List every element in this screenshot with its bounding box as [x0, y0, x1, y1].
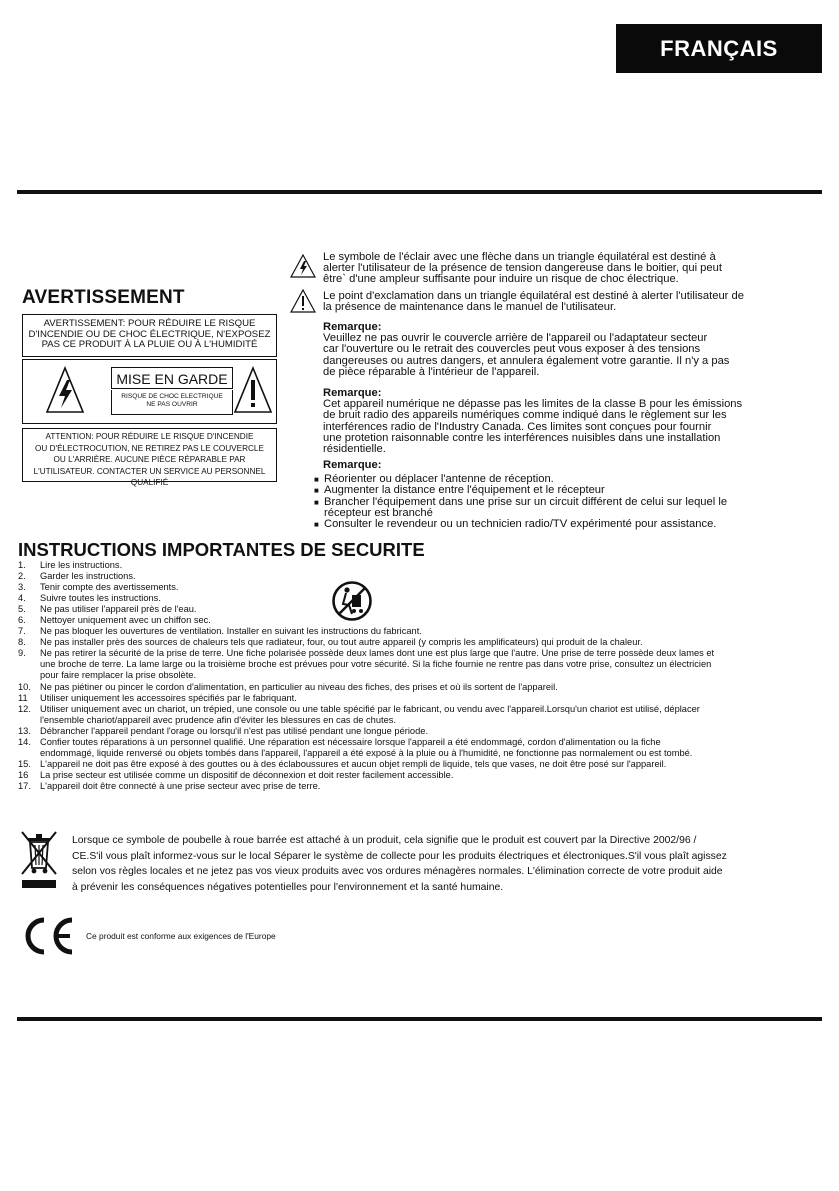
ce-text: Ce produit est conforme aux exigences de l'Europe — [86, 931, 276, 941]
remark-2 — [323, 388, 823, 455]
weee-notice — [72, 833, 824, 895]
warning-box-line: AVERTISSEMENT: POUR RÉDUIRE LE RISQUE — [43, 318, 256, 329]
weee-line: CE.S'il vous plaît informez-vous sur le local Séparer le système de collecte pour les produits électriques et électroniques.S'il vous plaît agissez — [72, 850, 727, 862]
instruction-item — [18, 748, 826, 759]
instruction-item — [18, 770, 826, 781]
remark-line: de pièce réparable à l'intérieur de l'appareil. — [323, 365, 540, 378]
instruction-text: Utiliser uniquement avec un chariot, un trépied, une console ou une table spécifié par le fabricant, ou vendu avec l'appareil.Lorsqu'un chariot est utilisé, déplacer — [40, 703, 700, 714]
caution-sub-line: NE PAS OUVRIR — [146, 401, 198, 408]
instruction-item — [18, 571, 826, 582]
instruction-number: 9. — [18, 648, 26, 659]
exclamation-explanation — [323, 291, 823, 313]
instruction-number: 4. — [18, 593, 26, 604]
explanation-line: être` d'une ampleur suffisante pour induire un risque de choc électrique. — [323, 273, 679, 286]
warning-title: AVERTISSEMENT — [22, 287, 185, 308]
instruction-number — [18, 715, 40, 726]
instruction-number — [18, 748, 40, 759]
instruction-number: 11 — [18, 692, 28, 703]
instruction-number — [18, 670, 40, 681]
instruction-item — [18, 726, 826, 737]
instruction-number: 8. — [18, 637, 26, 648]
instruction-item — [18, 759, 826, 770]
bullet-item: ■ Brancher l'équipement dans une prise sur un circuit différent de celui sur lequel le — [314, 497, 824, 508]
remark-line: Cet appareil numérique ne dépasse pas les limites de la classe B pour les émissions — [323, 398, 743, 411]
instruction-text: Confier toutes réparations à un personnel qualifié. Une réparation est nécessaire lorsque l'appareil a été endommagé, cordon d'alimentation ou la fiche — [40, 736, 661, 747]
instruction-text: La prise secteur est utilisée comme un dispositif de déconnexion et doit rester facilement accessible. — [40, 769, 454, 780]
instruction-item — [18, 737, 826, 748]
instruction-text: Ne pas bloquer les ouvertures de ventilation. Installer en suivant les instructions du fabricant. — [40, 626, 422, 637]
remark-line: Veuillez ne pas ouvrir le couvercle arrière de l'appareil ou l'adaptateur secteur — [323, 332, 708, 345]
attention-line: L'UTILISATEUR. CONTACTER UN SERVICE AU PERSONNEL QUALIFIÉ — [33, 466, 266, 487]
attention-line: ATTENTION: POUR RÉDUIRE LE RISQUE D'INCENDIE — [45, 432, 254, 441]
instruction-item — [18, 593, 826, 604]
caution-sub — [111, 390, 233, 415]
remark-line: de bruit radio des appareils numériques comme indiqué dans le règlement sur les — [323, 409, 727, 422]
instruction-item — [18, 715, 826, 726]
instruction-item — [18, 704, 826, 715]
top-divider — [17, 190, 822, 194]
explanation-line: Le point d'exclamation dans un triangle équilatéral est destiné à alerter l'utilisateur de — [323, 290, 744, 302]
instruction-item — [18, 781, 826, 792]
instructions-list — [18, 560, 826, 792]
instruction-item — [18, 582, 826, 593]
instruction-text: Tenir compte des avertissements. — [40, 582, 179, 593]
instruction-number: 6. — [18, 615, 26, 626]
instruction-number: 7. — [18, 626, 26, 637]
warning-box — [22, 314, 277, 357]
bullet-item: ■ Réorienter ou déplacer l'antenne de réception. — [314, 474, 824, 485]
instruction-text: L'appareil ne doit pas être exposé à des gouttes ou à des éclaboussures et aucun objet rempli de liquide, tels que vases, ne doit être posé sur l'appareil. — [40, 758, 667, 769]
instruction-number: 15. — [18, 758, 31, 769]
instruction-text: l'ensemble chariot/appareil avec prudence afin d'éviter les blessures en cas de chutes. — [40, 714, 397, 725]
lightning-triangle-icon — [45, 366, 85, 414]
instruction-number: 13. — [18, 725, 31, 736]
instruction-number — [18, 659, 40, 670]
exclamation-triangle-icon — [233, 366, 273, 414]
caution-label: MISE EN GARDE — [111, 367, 233, 389]
remark-1 — [323, 322, 823, 378]
exclamation-symbol-icon — [290, 289, 316, 313]
instruction-text: Lire les instructions. — [40, 560, 123, 570]
instruction-item — [18, 560, 826, 571]
caution-box — [22, 359, 277, 424]
instruction-item — [18, 604, 826, 615]
instruction-number: 10. — [18, 681, 31, 692]
ce-mark-icon — [18, 916, 76, 956]
instruction-number: 16 — [18, 769, 29, 780]
bullet-item: ■ Augmenter la distance entre l'équipement et le récepteur — [314, 485, 824, 496]
remark-heading: Remarque: — [323, 459, 382, 471]
bullet-item-continuation: récepteur est branché — [324, 506, 433, 519]
bullet-item: ■ Consulter le revendeur ou un technicien radio/TV expérimenté pour assistance. — [314, 519, 824, 530]
instruction-number: 2. — [18, 571, 26, 582]
remark-line: car l'ouverture ou le retrait des couvercles peut vous exposer à des tensions — [323, 343, 701, 356]
warning-box-line: PAS CE PRODUIT À LA PLUIE OU À L'HUMIDITÉ — [41, 339, 258, 350]
instruction-item — [18, 648, 826, 659]
lightning-symbol-icon — [290, 254, 316, 278]
remark-3 — [323, 460, 823, 471]
instruction-text: L'appareil doit être connecté à une prise secteur avec prise de terre. — [40, 780, 321, 791]
instruction-item — [18, 626, 826, 637]
bottom-divider — [17, 1017, 822, 1021]
instruction-text: Ne pas piétiner ou pincer le cordon d'alimentation, en particulier au niveau des fiches, des prises et où ils sortent de l'appareil. — [40, 681, 558, 692]
instruction-text: Ne pas retirer la sécurité de la prise de terre. Une fiche polarisée possède deux lames dont une est plus large que l'autre. Une prise de terre possède deux lames et — [40, 648, 715, 659]
remark-bullets — [314, 474, 824, 530]
instruction-item — [18, 682, 826, 693]
remark-line: une protetion raisonnable contre les interférences nuisibles dans une installation — [323, 431, 721, 444]
warning-box-line: D'INCENDIE OU DE CHOC ÉLECTRIQUE, N'EXPOSEZ — [28, 328, 271, 340]
instruction-text: Garder les instructions. — [40, 571, 136, 582]
explanation-line: alerter l'utilisateur de la présence de tension dangereuse dans le boitier, qui peut — [323, 262, 722, 275]
instruction-item — [18, 670, 826, 681]
language-tab-label: FRANÇAIS — [660, 35, 778, 61]
instruction-item — [18, 659, 826, 670]
explanation-line: la présence de maintenance dans le manuel de l'utilisateur. — [323, 301, 617, 314]
language-tab — [616, 24, 822, 73]
instruction-item — [18, 637, 826, 648]
instruction-number: 14. — [18, 736, 31, 747]
caution-sub-line: RISQUE DE CHOC ELECTRIQUE — [121, 393, 223, 400]
instruction-text: Suivre toutes les instructions. — [40, 593, 161, 604]
cart-warning-icon — [332, 578, 372, 624]
attention-box — [22, 428, 277, 487]
attention-line: OU D'ÉLECTROCUTION, NE RETIREZ PAS LE COUVERCLE — [35, 443, 264, 453]
instruction-text: Ne pas utiliser l'appareil près de l'eau. — [40, 604, 197, 615]
remark-heading: Remarque: — [323, 387, 382, 399]
instruction-text: Débrancher l'appareil pendant l'orage ou lorsqu'il n'est pas utilisé pendant une longue période. — [40, 725, 429, 736]
instruction-text: pour faire remplacer la prise obsolète. — [40, 670, 197, 681]
instruction-text: une broche de terre. La lame large ou la troisième broche est prévues pour votre sécurité. Si la fiche fournie ne rentre pas dans votre prise, consultez un électricien — [40, 659, 712, 670]
crossed-bin-icon — [18, 828, 60, 890]
instruction-text: endommagé, liquide renversé ou objets tombés dans l'appareil, l'appareil a été exposé à la pluie ou à l'humidité, ne fonctionne pas normalement ou est tombé. — [40, 747, 693, 758]
weee-line: à prévenir les conséquences négatives potentielles pour l'environnement et la santé humaine. — [72, 881, 504, 893]
instruction-number: 1. — [18, 560, 26, 570]
instruction-number: 12. — [18, 703, 31, 714]
attention-line: OU L'ARRIÈRE. AUCUNE PIÈCE RÉPARABLE PAR — [53, 455, 246, 464]
instruction-item — [18, 615, 826, 626]
instruction-text: Nettoyer uniquement avec un chiffon sec. — [40, 615, 211, 626]
instructions-title: INSTRUCTIONS IMPORTANTES DE SECURITE — [18, 539, 425, 560]
lightning-explanation — [323, 252, 823, 286]
instruction-number: 3. — [18, 582, 26, 593]
remark-line: dangereuses ou autres dangers, et annulera également votre garantie. Il n'y a pas — [323, 354, 730, 367]
remark-heading: Remarque: — [323, 321, 382, 333]
weee-line: Lorsque ce symbole de poubelle à roue barrée est attaché à un produit, cela signifie que le produit est couvert par la Directive 2002/96 / — [72, 835, 697, 846]
instruction-item — [18, 693, 826, 704]
remark-line: résidentielle. — [323, 443, 386, 456]
instruction-number: 5. — [18, 604, 26, 615]
instruction-number: 17. — [18, 780, 31, 791]
weee-line: selon vos règles locales et ne jetez pas vos vieux produits avec vos ordures ménagères normales. L'élimination correcte de votre produit aide — [72, 866, 723, 878]
instruction-text: Utiliser uniquement les accessoires spécifiés par le fabriquant. — [40, 692, 297, 703]
instruction-text: Ne pas installer près des sources de chaleurs tels que radiateur, four, ou tout autre appareil (y compris les amplificateurs) qui produit de la chaleur. — [40, 637, 643, 648]
remark-line: interférences radio de l'Industry Canada. Ces limites sont conçues pour fournir — [323, 420, 712, 433]
explanation-line: Le symbole de l'éclair avec une flèche dans un triangle équilatéral est destiné à — [323, 251, 716, 263]
